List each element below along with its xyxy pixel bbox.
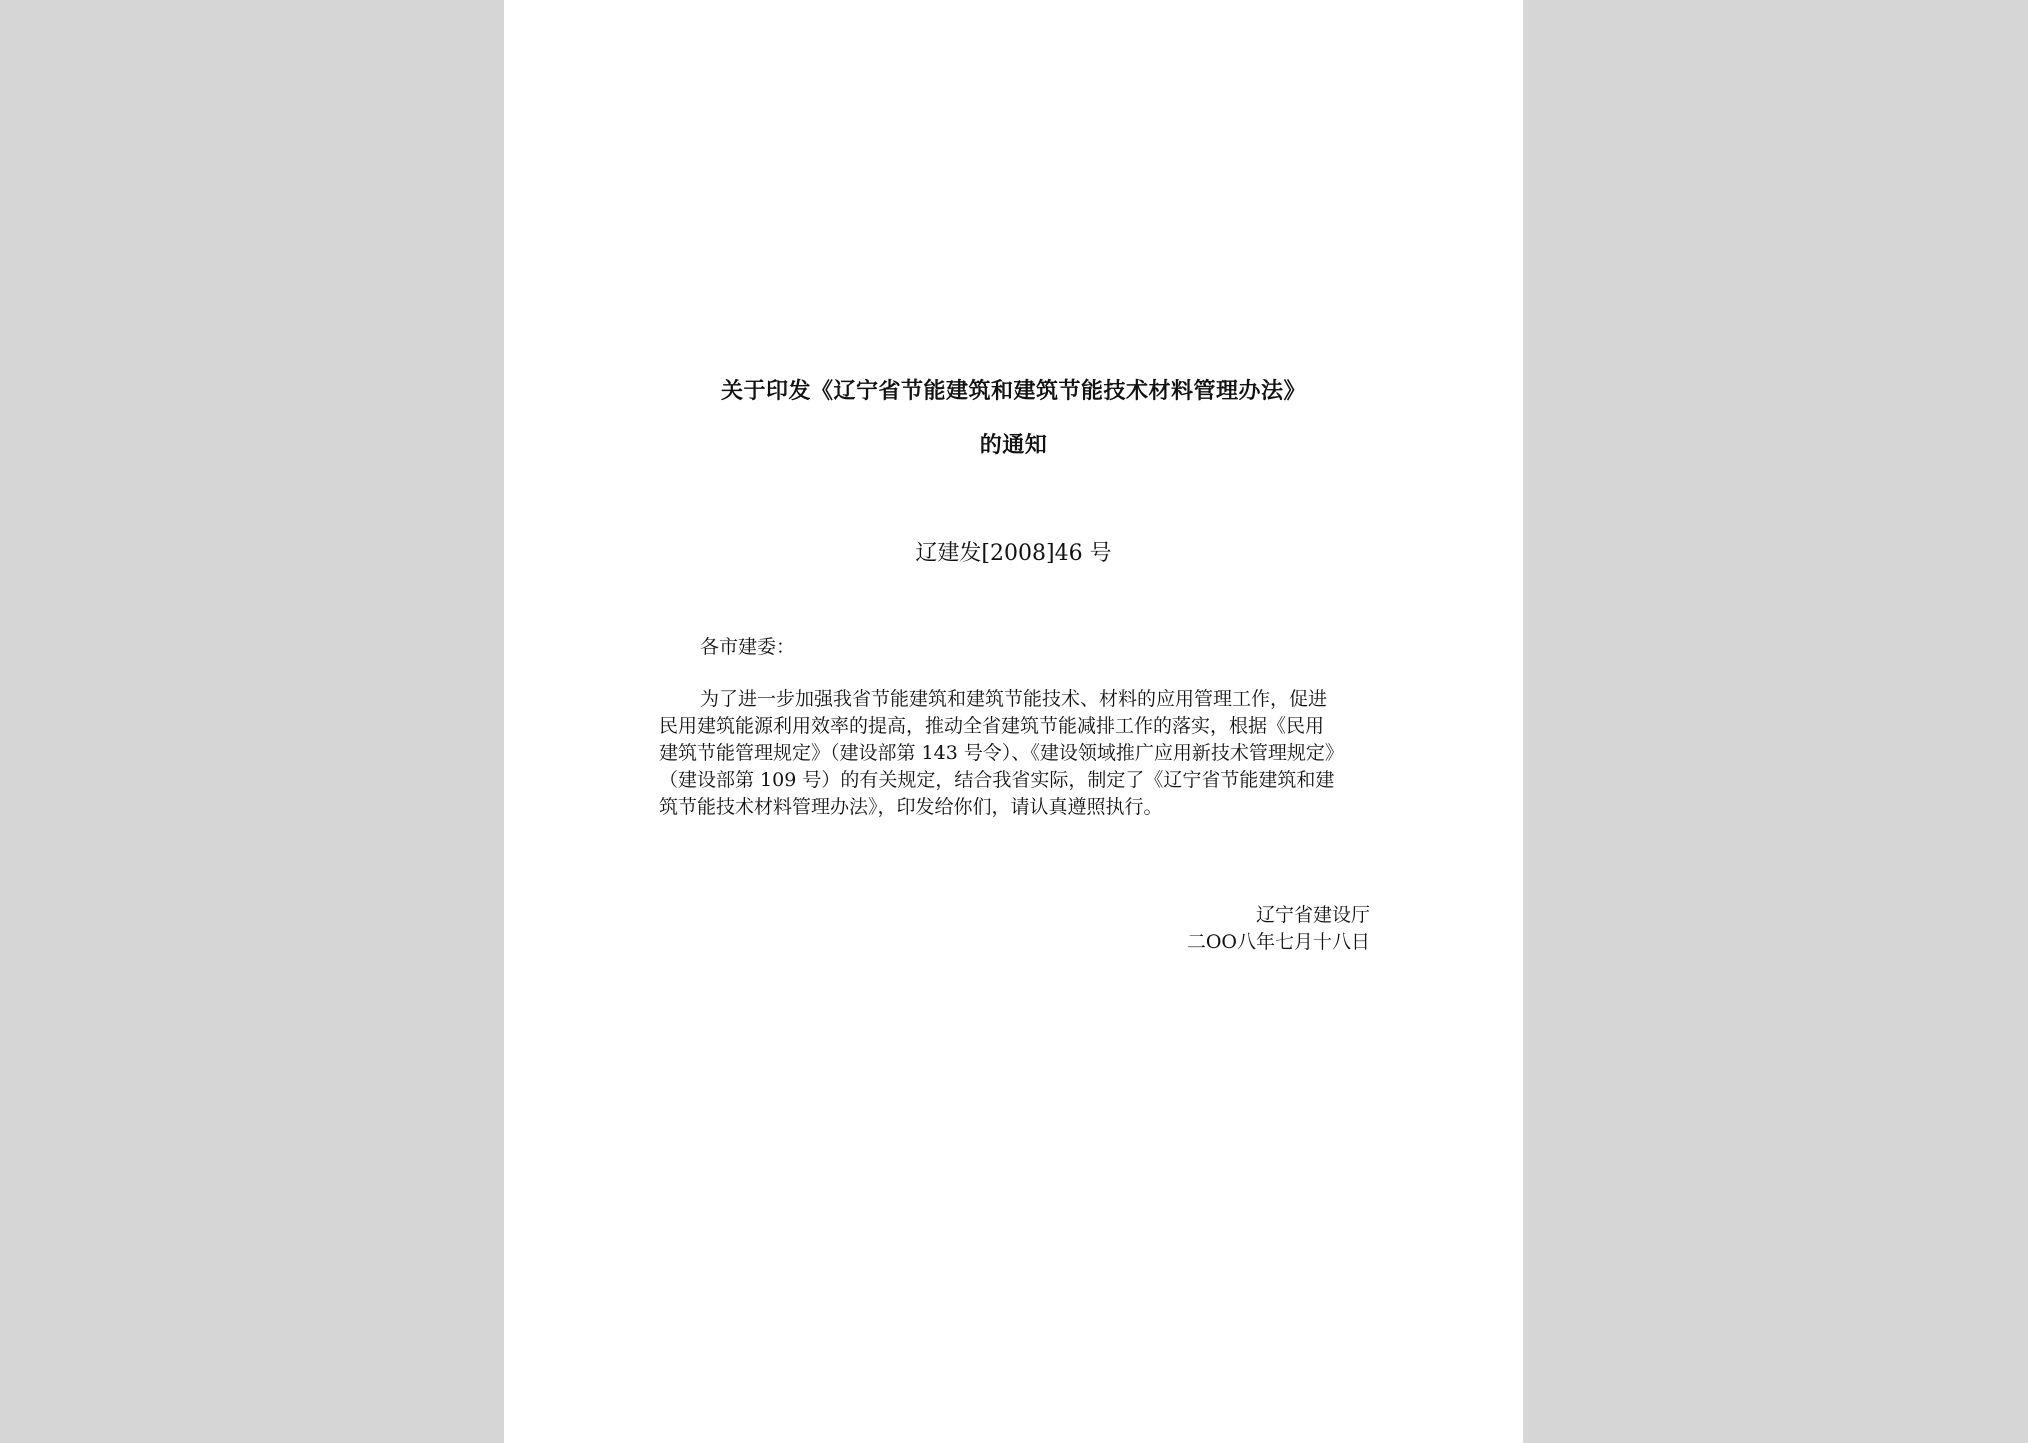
document-title-line-2: 的通知 — [979, 432, 1048, 458]
document-page — [504, 0, 1523, 1443]
signature-date: 二OO八年七月十八日 — [1186, 931, 1370, 953]
body-line-1: 为了进一步加强我省节能建筑和建筑节能技术、材料的应用管理工作，促进 — [700, 688, 1328, 710]
body-line-3: 建筑节能管理规定》（建设部第 143 号令）、《建设领域推广应用新技术管理规定》 — [659, 742, 1344, 764]
body-line-4: （建设部第 109 号）的有关规定，结合我省实际，制定了《辽宁省节能建筑和建 — [659, 769, 1335, 791]
body-line-2: 民用建筑能源利用效率的提高，推动全省建筑节能减排工作的落实，根据《民用 — [659, 715, 1325, 737]
document-title-line-1: 关于印发《辽宁省节能建筑和建筑节能技术材料管理办法》 — [720, 378, 1306, 404]
signature-organization: 辽宁省建设厅 — [1255, 904, 1370, 926]
body-line-5: 筑节能技术材料管理办法》，印发给你们，请认真遵照执行。 — [659, 796, 1163, 818]
salutation: 各市建委： — [700, 636, 796, 658]
document-number: 辽建发[2008]46 号 — [915, 541, 1112, 566]
